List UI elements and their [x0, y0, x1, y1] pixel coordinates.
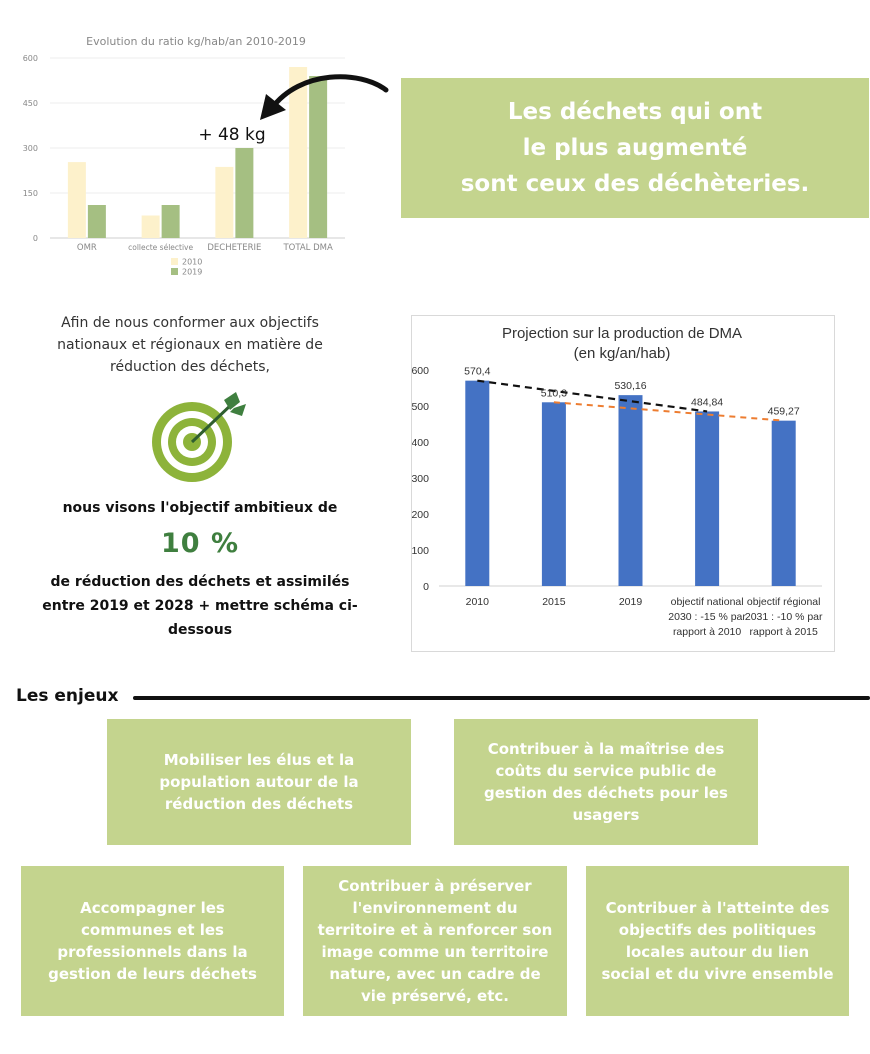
goal-description: de réduction des déchets et assimilés entre 2019 et 2028 + mettre schéma ci-dessous — [42, 574, 358, 638]
chart1-bar — [88, 205, 106, 238]
enjeu-card-2 — [454, 719, 758, 845]
chart1-ytick: 600 — [22, 54, 38, 63]
chart1-ytick: 0 — [32, 234, 38, 243]
chart2-title: Projection sur la production de DMA — [501, 325, 743, 342]
chart2-bar — [772, 421, 796, 586]
enjeu-card-4 — [303, 866, 567, 1016]
chart1-xtick: DECHETERIE — [207, 243, 262, 253]
chart1-ytick: 150 — [22, 189, 38, 198]
chart2-title-line2: (en kg/an/hab) — [573, 345, 671, 362]
chart1-bar — [309, 76, 327, 238]
enjeu-card-text: Contribuer à préserver l'environnement du territoire et à renforcer son image comme un territoire nature, avec un cadre de vie préservé, etc. — [317, 877, 553, 1005]
projection-chart — [412, 316, 834, 651]
objective-intro: Afin de nous conformer aux objectifs nationaux et régionaux en matière de réduction des déchets, — [57, 315, 323, 375]
enjeu-card-text: Mobiliser les élus et la population autour de la réduction des déchets — [159, 751, 359, 813]
chart2-xtick: objectif national 2030 : -15 % par rapport à 2010 — [668, 596, 746, 638]
chart1-legend-label: 2019 — [182, 267, 203, 277]
target-icon — [150, 388, 250, 488]
chart2-data-label: 484,84 — [691, 396, 724, 409]
projection-chart-frame — [411, 315, 835, 652]
chart1-bar — [235, 148, 253, 238]
enjeu-card-5 — [586, 866, 849, 1016]
chart2-bar — [542, 402, 566, 586]
enjeu-card-text: Contribuer à la maîtrise des coûts du service public de gestion des déchets pour les usagers — [484, 740, 728, 824]
enjeux-divider — [133, 696, 870, 700]
chart2-data-label: 570,4 — [464, 365, 491, 378]
chart1-bar — [162, 205, 180, 238]
headline-box — [401, 78, 869, 218]
chart2-bar — [695, 411, 719, 586]
chart1-xtick: collecte sélective — [128, 243, 194, 252]
chart2-trend-regional — [554, 402, 784, 420]
chart1-title: Evolution du ratio kg/hab/an 2010-2019 — [86, 35, 306, 48]
chart2-bar — [465, 381, 489, 586]
chart1-bar — [142, 216, 160, 239]
enjeu-card-text: Accompagner les communes et les professionnels dans la gestion de leurs déchets — [48, 899, 257, 983]
chart2-ytick: 100 — [412, 545, 429, 557]
chart2-ytick: 500 — [412, 401, 429, 413]
chart2-ytick: 300 — [412, 473, 429, 485]
chart2-bar — [619, 395, 643, 586]
chart2-xtick: 2010 — [465, 596, 489, 608]
chart2-data-label: 530,16 — [614, 380, 647, 393]
chart1-xtick: OMR — [76, 243, 97, 253]
chart2-ytick: 0 — [423, 581, 429, 593]
goal-percent: 10 % — [160, 528, 240, 559]
chart1-legend-swatch — [171, 268, 178, 275]
chart2-ytick: 600 — [412, 365, 429, 377]
chart1-ytick: 450 — [22, 99, 38, 108]
enjeu-card-3 — [21, 866, 284, 1016]
enjeu-card-1 — [107, 719, 411, 845]
chart1-bar — [215, 167, 233, 238]
chart2-xtick: 2019 — [618, 596, 643, 608]
evolution-chart — [0, 0, 390, 290]
chart1-annotation: + 48 kg — [198, 125, 266, 145]
enjeu-card-text: Contribuer à l'atteinte des objectifs des politiques locales autour du lien social et du vivre ensemble — [601, 899, 834, 983]
chart2-xtick: 2015 — [542, 596, 566, 608]
chart2-ytick: 200 — [412, 509, 429, 521]
chart2-xtick: objectif régional 2031 : -10 % par rapport à 2015 — [744, 596, 823, 638]
chart1-legend-label: 2010 — [182, 257, 203, 267]
chart2-data-label: 459,27 — [767, 405, 800, 418]
chart2-data-label: 510,3 — [540, 387, 568, 400]
chart1-legend-swatch — [171, 258, 178, 265]
goal-line: nous visons l'objectif ambitieux de — [62, 500, 338, 516]
chart2-ytick: 400 — [412, 437, 429, 449]
chart1-bar — [68, 162, 86, 238]
headline-text: Les déchets qui ont le plus augmenté sont ceux des déchèteries. — [460, 99, 810, 197]
chart2-trend-national — [477, 381, 707, 412]
enjeux-title: Les enjeux — [16, 686, 119, 706]
chart1-ytick: 300 — [22, 144, 38, 153]
chart1-xtick: TOTAL DMA — [283, 243, 333, 253]
